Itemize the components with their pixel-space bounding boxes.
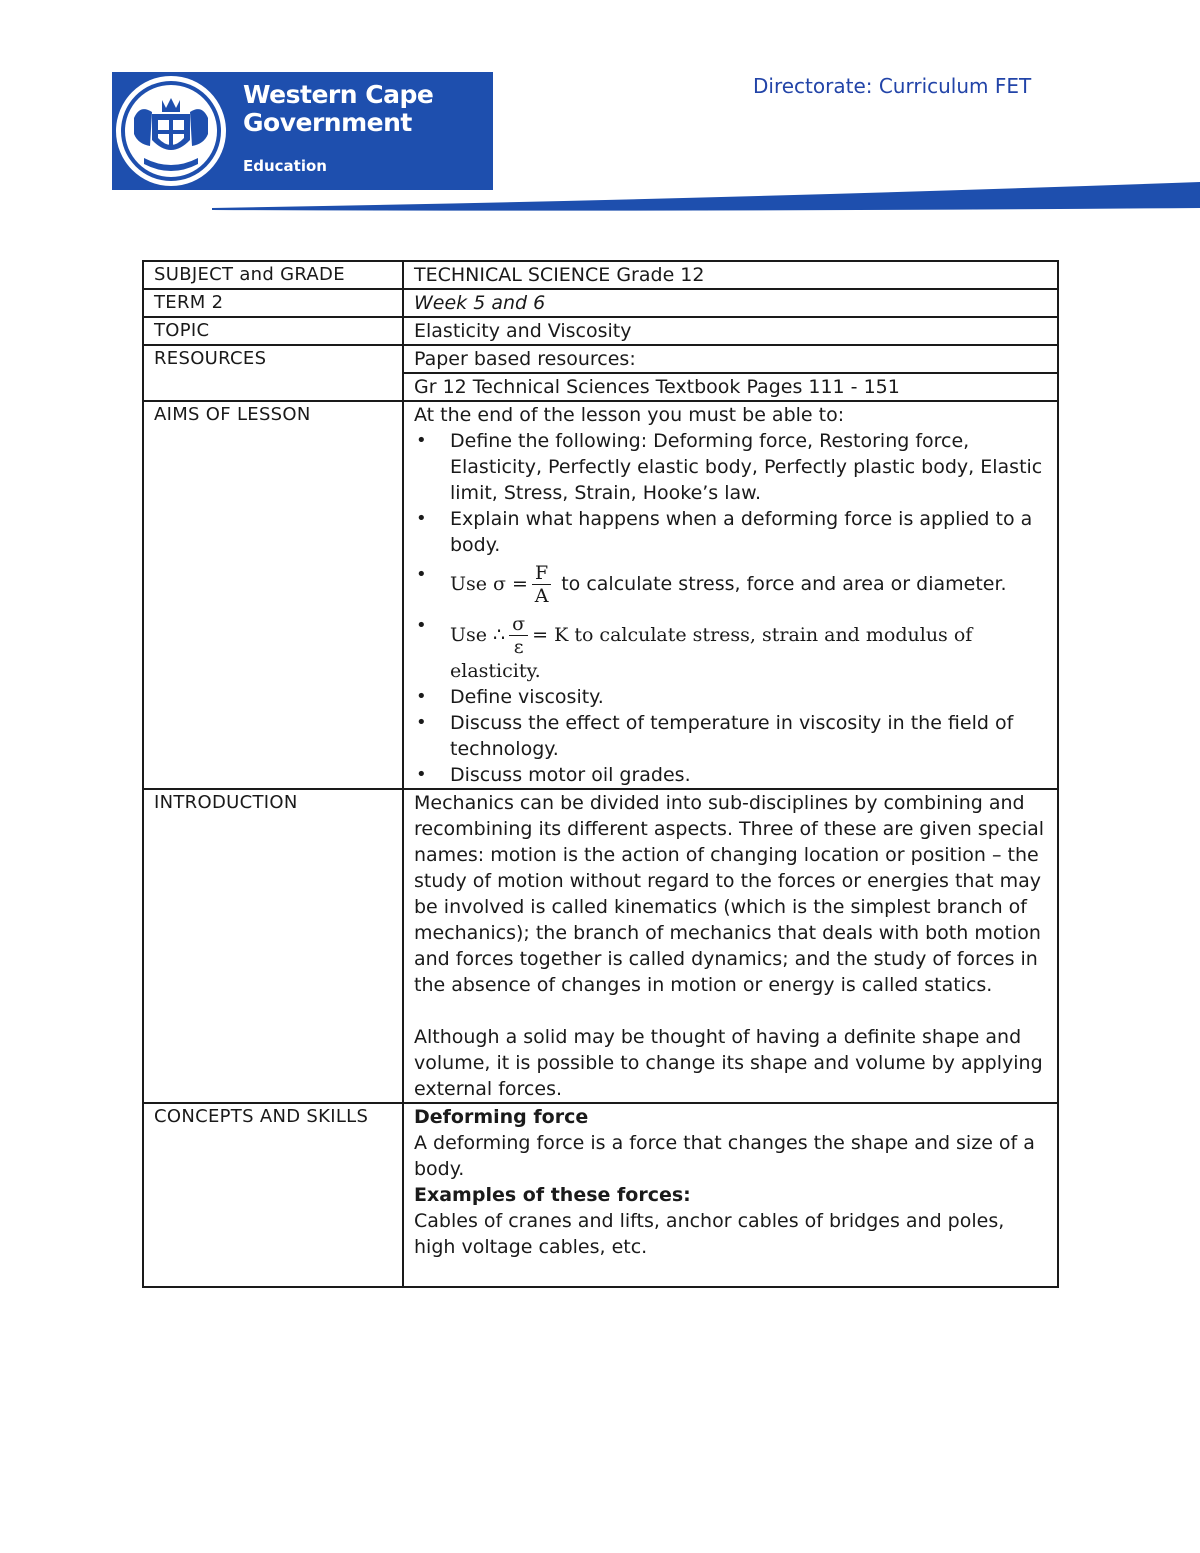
lesson-plan-table — [142, 260, 1059, 1288]
header-swoosh — [0, 178, 1200, 218]
aims-cell — [403, 401, 1058, 789]
fraction-denominator: A — [534, 585, 549, 607]
stress-fraction — [532, 562, 551, 607]
resources-label: RESOURCES — [143, 345, 403, 401]
aims-label: AIMS OF LESSON — [143, 401, 403, 789]
topic-value: Elasticity and Viscosity — [403, 317, 1058, 345]
subject-label: SUBJECT and GRADE — [143, 261, 403, 289]
list-item: • Explain what happens when a deforming force is applied to a body. — [414, 506, 1047, 558]
page-header — [0, 0, 1200, 230]
fraction-denominator: ε — [513, 636, 524, 658]
fraction-numerator: F — [532, 562, 551, 585]
formula-suffix: to calculate stress, force and area or diameter. — [561, 573, 1007, 595]
list-item: • Define viscosity. — [414, 684, 1047, 710]
resources-value-1: Paper based resources: — [403, 345, 1058, 373]
concepts-label: CONCEPTS AND SKILLS — [143, 1103, 403, 1287]
concepts-cell — [403, 1103, 1058, 1287]
coat-of-arms-icon — [114, 74, 234, 188]
subject-value: TECHNICAL SCIENCE Grade 12 — [403, 261, 1058, 289]
list-item: • Discuss the effect of temperature in viscosity in the field of technology. — [414, 710, 1047, 762]
wcg-logo — [112, 72, 493, 190]
table-row — [143, 261, 1058, 289]
introduction-paragraph-2: Although a solid may be thought of having a definite shape and volume, it is possible to change its shape and volume by applying external forces. — [414, 1026, 1043, 1100]
table-row — [143, 345, 1058, 373]
aims-intro: At the end of the lesson you must be able to: — [414, 404, 845, 426]
brand-department: Education — [243, 157, 327, 175]
directorate-label: Directorate: Curriculum FET — [753, 74, 1032, 98]
fraction-numerator: σ — [509, 613, 528, 636]
topic-label: TOPIC — [143, 317, 403, 345]
list-item: • Discuss motor oil grades. — [414, 762, 1047, 788]
brand-name-line1: Western Cape — [243, 80, 434, 109]
resources-value-2: Gr 12 Technical Sciences Textbook Pages 111 - 151 — [403, 373, 1058, 401]
modulus-fraction — [509, 613, 528, 658]
examples-heading: Examples of these forces: — [414, 1184, 691, 1206]
term-value: Week 5 and 6 — [403, 289, 1058, 317]
table-row — [143, 289, 1058, 317]
brand-name-line2: Government — [243, 108, 412, 137]
formula-prefix: Use σ = — [450, 573, 528, 595]
list-item — [414, 613, 1047, 684]
formula-prefix: Use ∴ — [450, 624, 506, 646]
aims-list — [414, 428, 1047, 788]
concepts-heading: Deforming force — [414, 1106, 589, 1128]
table-row — [143, 789, 1058, 1103]
concepts-definition: A deforming force is a force that changes the shape and size of a body. — [414, 1132, 1035, 1180]
table-row — [143, 1103, 1058, 1287]
paragraph-gap — [414, 998, 1047, 1024]
term-label: TERM 2 — [143, 289, 403, 317]
table-row — [143, 317, 1058, 345]
formula-suffix: = K to calculate stress, strain and modulus of elasticity. — [450, 624, 973, 682]
list-item: • Define the following: Deforming force, Restoring force, Elasticity, Perfectly elastic body, Perfectly plastic body, Elastic limit, Stress, Strain, Hooke’s law. — [414, 428, 1047, 506]
introduction-cell — [403, 789, 1058, 1103]
examples-text: Cables of cranes and lifts, anchor cables of bridges and poles, high voltage cables, etc. — [414, 1210, 1005, 1258]
table-row — [143, 401, 1058, 789]
list-item — [414, 562, 1047, 607]
introduction-label: INTRODUCTION — [143, 789, 403, 1103]
introduction-paragraph-1: Mechanics can be divided into sub-disciplines by combining and recombining its different aspects. Three of these are given special names: motion is the action of changing location or position – the study of motion without regard to the forces or energies that may be involved is called kinematics (which is the simplest branch of mechanics); the branch of mechanics that deals with both motion and forces together is called dynamics; and the study of forces in the absence of changes in motion or energy is called statics. — [414, 792, 1045, 996]
